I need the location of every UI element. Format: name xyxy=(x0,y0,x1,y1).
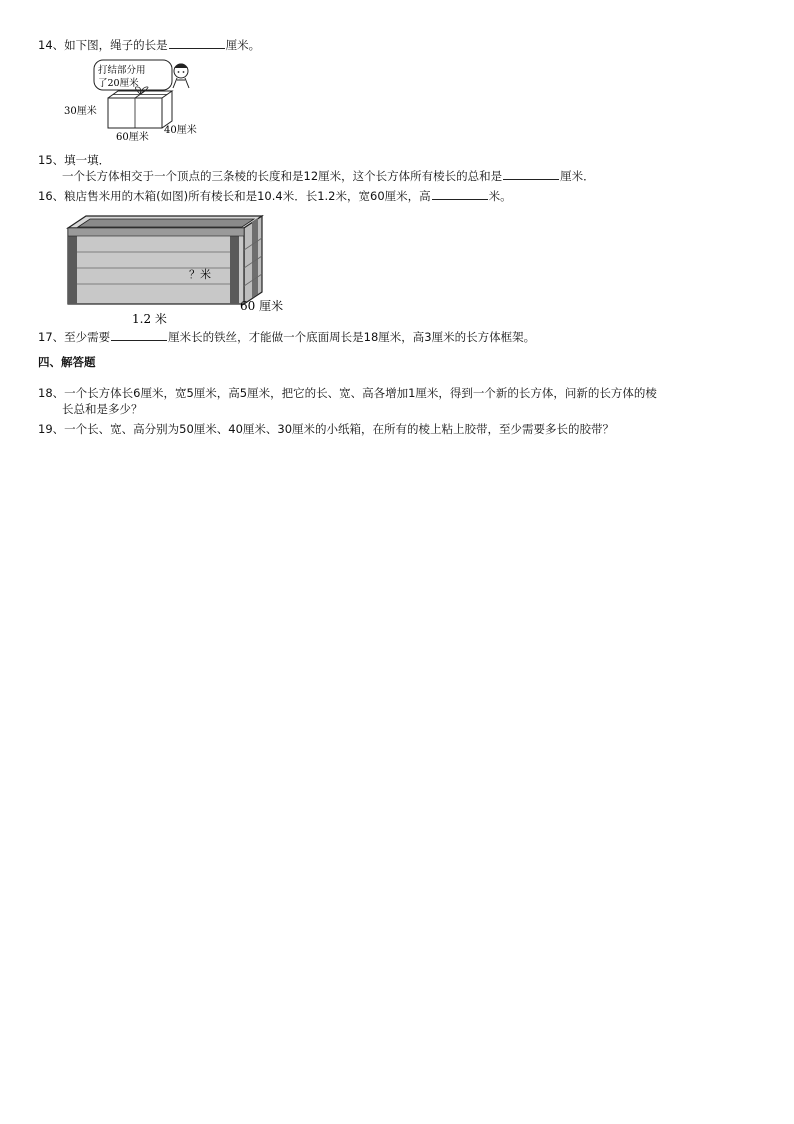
box-height-label: ？米 xyxy=(189,268,211,281)
wooden-box xyxy=(68,212,262,304)
gift-box-figure xyxy=(60,58,210,144)
question-19: 19、一个长、宽、高分别为50厘米、40厘米、30厘米的小纸箱，在所有的棱上粘上胶带，至少需要多长的胶带？ xyxy=(38,422,615,436)
bubble-text-line1: 打结部分用 xyxy=(98,65,146,76)
question-15-text xyxy=(62,168,595,184)
question-15-title: 15、填一填． xyxy=(38,153,111,167)
q15-answer-blank[interactable] xyxy=(503,168,559,180)
box-width-label: 60 厘米 xyxy=(240,299,284,313)
question-18-line1: 18、一个长方体长6厘米，宽5厘米，高5厘米，把它的长、宽、高各增加1厘米，得到一个新的长方体，问新的长方体的棱 xyxy=(38,386,657,400)
q14-answer-blank[interactable] xyxy=(169,37,225,49)
q14-prefix: 14、如下图，绳子的长是 xyxy=(38,38,168,52)
person-icon xyxy=(173,64,189,89)
section-heading: 四、解答题 xyxy=(38,355,96,369)
q15-text-suffix: 厘米． xyxy=(560,169,595,183)
height-label: 30厘米 xyxy=(64,106,97,117)
q15-text-prefix: 一个长方体相交于一个顶点的三条棱的长度和是12厘米，这个长方体所有棱长的总和是 xyxy=(62,169,503,183)
question-17 xyxy=(38,329,535,345)
q17-answer-blank[interactable] xyxy=(111,329,167,341)
gift-box xyxy=(108,87,172,128)
q16-suffix: 米。 xyxy=(488,189,512,203)
q14-suffix: 厘米。 xyxy=(225,38,261,52)
question-14 xyxy=(38,37,260,53)
q17-suffix: 厘米长的铁丝，才能做一个底面周长是18厘米，高3厘米的长方体框架。 xyxy=(168,330,536,344)
q16-answer-blank[interactable] xyxy=(432,188,488,200)
wooden-box-figure xyxy=(62,212,302,327)
width-label: 40厘米 xyxy=(164,125,197,136)
question-18-line2: 长总和是多少？ xyxy=(62,402,143,416)
box-length-label: 1.2 米 xyxy=(132,312,167,326)
question-16 xyxy=(38,188,512,204)
q17-prefix: 17、至少需要 xyxy=(38,330,111,344)
length-label: 60厘米 xyxy=(116,132,149,143)
q16-prefix: 16、粮店售米用的木箱(如图)所有棱长和是10.4米．长1.2米，宽60厘米，高 xyxy=(38,189,431,203)
bubble-text-line2: 了20厘米 xyxy=(98,78,139,89)
